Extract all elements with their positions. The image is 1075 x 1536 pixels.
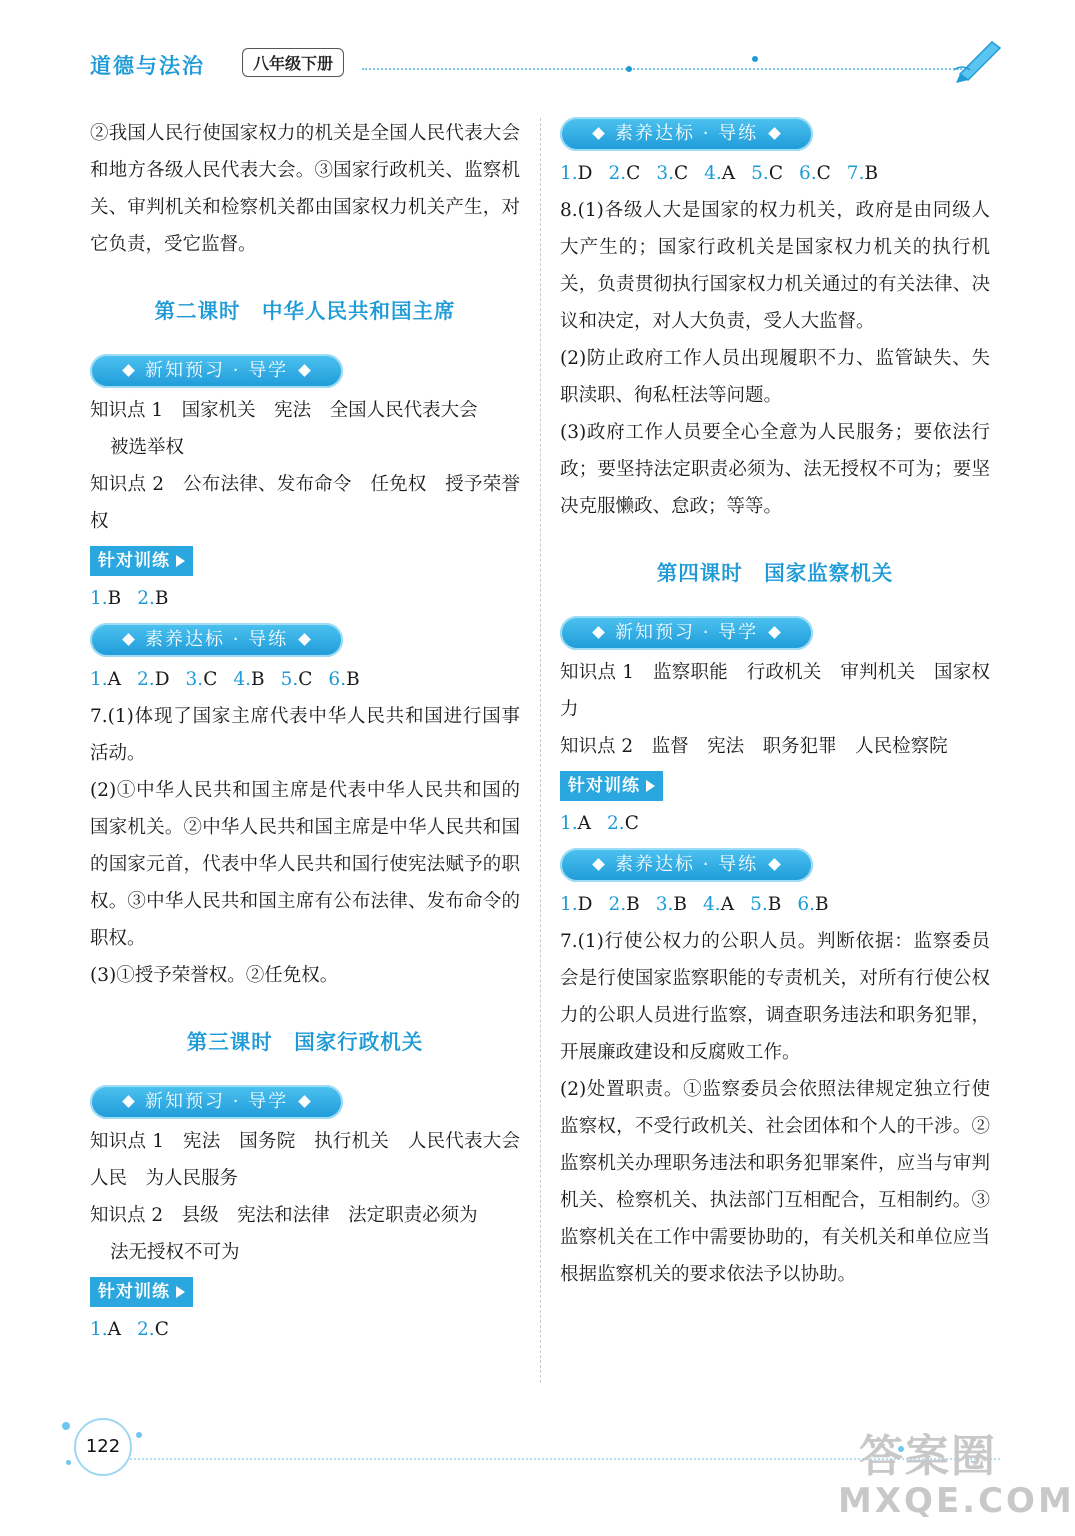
- answer-item: 2.B: [608, 894, 640, 915]
- answer-item: 2.C: [137, 1319, 169, 1340]
- question-7-part-3: (3)①授予荣誉权。②任免权。: [90, 965, 339, 986]
- question-7-part-1: 7.(1)体现了国家主席代表中华人民共和国进行国事活动。: [90, 706, 520, 764]
- diamond-icon: [298, 364, 311, 377]
- header-dot: [752, 56, 758, 62]
- watermark: [838, 1431, 1075, 1521]
- drill-tag: [90, 1277, 193, 1307]
- knowledge-point-2: 知识点 2 监督 宪法 职务犯罪 人民检察院: [560, 736, 948, 757]
- knowledge-point-1: 知识点 1 宪法 国务院 执行机关 人民代表大会 人民 为人民服务: [90, 1131, 539, 1189]
- knowledge-point-1: 知识点 1 国家机关 宪法 全国人民代表大会: [90, 400, 478, 421]
- pill-label: 素养达标 · 导练: [145, 629, 289, 650]
- question-8-part-3: (3)政府工作人员要全心全意为人民服务；要依法行政；要坚持法定职责必须为、法无授权不可为；要坚决克服懒政、怠政；等等。: [560, 422, 990, 517]
- column-divider: [540, 118, 541, 1383]
- practice-pill: [90, 623, 343, 657]
- right-column: [560, 115, 990, 1293]
- drill-answers: [90, 580, 520, 617]
- page-header: [90, 48, 990, 84]
- knowledge-point-2-cont: 法无授权不可为: [110, 1242, 240, 1263]
- lesson-2-title: 第二课时 中华人民共和国主席: [154, 299, 456, 323]
- pill-label: 素养达标 · 导练: [615, 123, 759, 144]
- subject-title: 道德与法治: [90, 54, 205, 78]
- answer-item: 5.B: [750, 894, 782, 915]
- answer-item: 3.B: [655, 894, 688, 915]
- drill-tag: [90, 546, 193, 576]
- practice-pill: [560, 848, 813, 882]
- question-7-part-2: (2)①中华人民共和国主席是代表中华人民共和国的国家机关。②中华人民共和国主席是中华人民共和国的国家元首，代表中华人民共和国行使宪法赋予的职权。③中华人民共和国主席有公布法律、发布命令的职权。: [90, 780, 520, 949]
- answer-item: 6.B: [328, 669, 360, 690]
- answer-item: 4.B: [233, 669, 265, 690]
- lesson-4-title: 第四课时 国家监察机关: [656, 561, 894, 585]
- drill-tag: [560, 771, 663, 801]
- answer-item: 5.C: [751, 163, 783, 184]
- diamond-icon: [122, 633, 135, 646]
- answer-item: 6.C: [798, 163, 831, 184]
- answer-item: 2.C: [607, 813, 639, 834]
- diamond-icon: [768, 858, 781, 871]
- diamond-icon: [298, 633, 311, 646]
- answer-item: 1.A: [90, 1319, 122, 1340]
- play-arrow-icon: [646, 780, 655, 792]
- answer-item: 2.D: [137, 669, 170, 690]
- answer-item: 7.B: [846, 163, 879, 184]
- tag-label: 针对训练: [98, 551, 170, 571]
- knowledge-point-1: 知识点 1 监察职能 行政机关 审判机关 国家权力: [560, 662, 990, 720]
- diamond-icon: [592, 626, 605, 639]
- knowledge-point-2: 知识点 2 县级 宪法和法律 法定职责必须为: [90, 1205, 478, 1226]
- answer-item: 2.B: [137, 588, 169, 609]
- diamond-icon: [122, 1095, 135, 1108]
- pill-label: 新知预习 · 导学: [615, 622, 759, 643]
- header-dot: [626, 66, 632, 72]
- answer-item: 1.A: [560, 813, 592, 834]
- drill-answers: [560, 805, 990, 842]
- practice-answers: [90, 661, 520, 698]
- answer-item: 1.A: [90, 669, 122, 690]
- question-8-part-2: (2)防止政府工作人员出现履职不力、监管缺失、失职渎职、徇私枉法等问题。: [560, 348, 990, 406]
- practice-answers: [560, 155, 990, 192]
- watermark-top: 答案圈: [859, 1431, 997, 1482]
- answer-item: 2.C: [608, 163, 641, 184]
- header-dotted-line: [362, 68, 962, 70]
- drill-answers: [90, 1311, 520, 1348]
- play-arrow-icon: [176, 1286, 185, 1298]
- diamond-icon: [298, 1095, 311, 1108]
- pen-icon: [950, 34, 1010, 84]
- diamond-icon: [592, 127, 605, 140]
- knowledge-point-2: 知识点 2 公布法律、发布命令 任免权 授予荣誉权: [90, 474, 520, 532]
- question-7-part-2: (2)处置职责。①监察委员会依照法律规定独立行使监察权，不受行政机关、社会团体和个人的干涉。②监察机关办理职务违法和职务犯罪案件，应当与审判机关、检察机关、执法部门互相配合，互相制约。③监察机关在工作中需要协助的，有关机关和单位应当根据监察机关的要求依法予以协助。: [560, 1079, 990, 1285]
- answer-item: 3.C: [656, 163, 689, 184]
- intro-paragraph: ②我国人民行使国家权力的机关是全国人民代表大会和地方各级人民代表大会。③国家行政机关、监察机关、审判机关和检察机关都由国家权力机关产生，对它负责，受它监督。: [90, 123, 520, 255]
- answer-item: 1.D: [560, 163, 593, 184]
- preview-pill: [90, 1085, 343, 1119]
- knowledge-point-1-cont: 被选举权: [110, 437, 185, 458]
- grade-label: 八年级下册: [242, 48, 344, 77]
- practice-answers: [560, 886, 990, 923]
- question-8-part-1: 8.(1)各级人大是国家的权力机关，政府是由同级人大产生的；国家行政机关是国家权力机关的执行机关，负责贯彻执行国家权力机关通过的有关法律、决议和决定，对人大负责，受人大监督。: [560, 200, 990, 332]
- practice-pill: [560, 117, 813, 151]
- footer-dot: [66, 1460, 71, 1465]
- page-number: 122: [74, 1418, 132, 1476]
- watermark-bottom: MXQE.COM: [838, 1481, 1075, 1521]
- pill-label: 新知预习 · 导学: [145, 1091, 289, 1112]
- answer-item: 6.B: [797, 894, 829, 915]
- pill-label: 素养达标 · 导练: [615, 854, 759, 875]
- diamond-icon: [122, 364, 135, 377]
- footer-dot: [62, 1422, 70, 1430]
- left-column: [90, 115, 539, 1348]
- play-arrow-icon: [176, 555, 185, 567]
- preview-pill: [560, 616, 813, 650]
- diamond-icon: [768, 626, 781, 639]
- diamond-icon: [768, 127, 781, 140]
- answer-item: 5.C: [280, 669, 313, 690]
- answer-item: 3.C: [185, 669, 218, 690]
- tag-label: 针对训练: [568, 776, 640, 796]
- answer-item: 1.D: [560, 894, 593, 915]
- question-7-part-1: 7.(1)行使公权力的公职人员。判断依据：监察委员会是行使国家监察职能的专责机关，对所有行使公权力的公职人员进行监察，调查职务违法和职务犯罪，开展廉政建设和反腐败工作。: [560, 931, 990, 1063]
- answer-item: 4.A: [704, 163, 736, 184]
- answer-item: 1.B: [90, 588, 122, 609]
- footer-dot: [136, 1432, 142, 1438]
- answer-item: 4.A: [703, 894, 735, 915]
- tag-label: 针对训练: [98, 1282, 170, 1302]
- lesson-3-title: 第三课时 国家行政机关: [186, 1030, 424, 1054]
- pill-label: 新知预习 · 导学: [145, 360, 289, 381]
- diamond-icon: [592, 858, 605, 871]
- preview-pill: [90, 354, 343, 388]
